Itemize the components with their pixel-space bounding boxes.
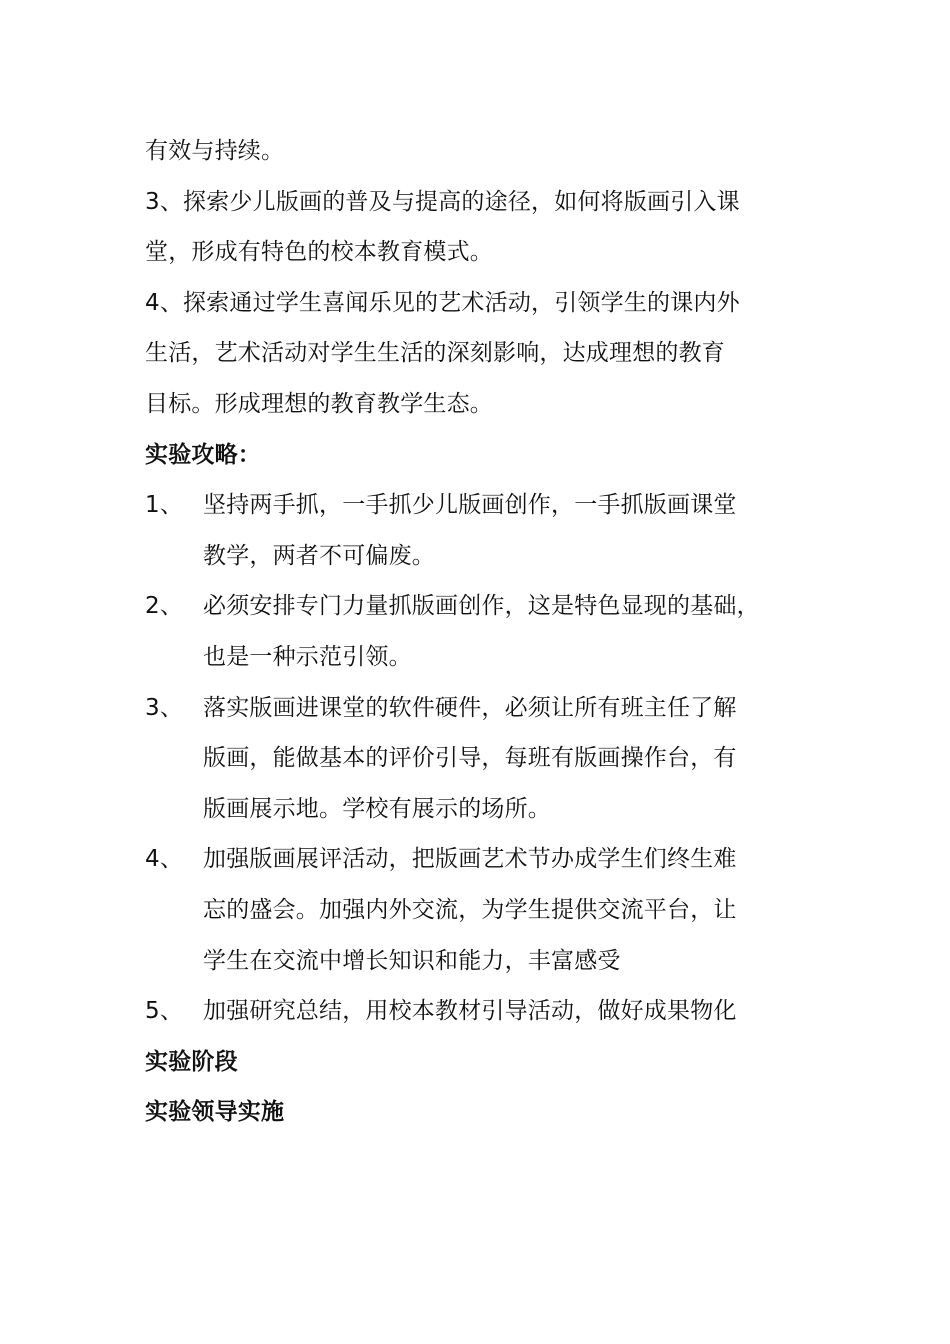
leadership-heading: 实验领导实施	[145, 1099, 285, 1126]
paragraph-line: 目标。形成理想的教育教学生态。	[145, 390, 493, 417]
list-item-text: 落实版画进课堂的软件硬件，必须让所有班主任了解	[203, 694, 737, 721]
list-item-text: 版画展示地。学校有展示的场所。	[203, 795, 551, 822]
list-item-text: 学生在交流中增长知识和能力，丰富感受	[203, 947, 621, 974]
stage-heading: 实验阶段	[145, 1048, 238, 1075]
paragraph-line: 堂，形成有特色的校本教育模式。	[145, 239, 493, 266]
strategy-heading: 实验攻略：	[145, 441, 261, 468]
list-item-number: 5、	[145, 998, 184, 1025]
paragraph-line: 4、探索通过学生喜闻乐见的艺术活动，引领学生的课内外	[145, 289, 740, 316]
list-item-text: 必须安排专门力量抓版画创作，这是特色显现的基础，	[203, 593, 760, 620]
paragraph-line: 有效与持续。	[145, 138, 285, 164]
list-item	[145, 480, 825, 581]
list-item-number: 3、	[145, 694, 184, 721]
list-item-text: 版画，能做基本的评价引导，每班有版画操作台，有	[203, 745, 737, 772]
strategy-list	[145, 480, 825, 1037]
list-item-text: 坚持两手抓，一手抓少儿版画创作，一手抓版画课堂	[203, 492, 737, 519]
list-item-number: 4、	[145, 846, 184, 873]
list-item-text: 也是一种示范引领。	[203, 643, 412, 670]
list-item-text: 加强版画展评活动，把版画艺术节办成学生们终生难	[203, 846, 737, 873]
list-item	[145, 581, 825, 682]
list-item	[145, 683, 825, 835]
paragraph-line: 3、探索少儿版画的普及与提高的途径，如何将版画引入课	[145, 188, 740, 215]
paragraph-line: 生活，艺术活动对学生生活的深刻影响，达成理想的教育	[145, 340, 725, 367]
list-item-text: 加强研究总结，用校本教材引导活动，做好成果物化	[203, 998, 737, 1025]
list-item-number: 2、	[145, 593, 184, 620]
document-body	[145, 126, 825, 1138]
list-item-text: 忘的盛会。加强内外交流，为学生提供交流平台，让	[203, 896, 737, 923]
list-item-text: 教学，两者不可偏废。	[203, 542, 435, 569]
list-item-number: 1、	[145, 492, 184, 519]
list-item	[145, 834, 825, 986]
list-item	[145, 986, 825, 1037]
